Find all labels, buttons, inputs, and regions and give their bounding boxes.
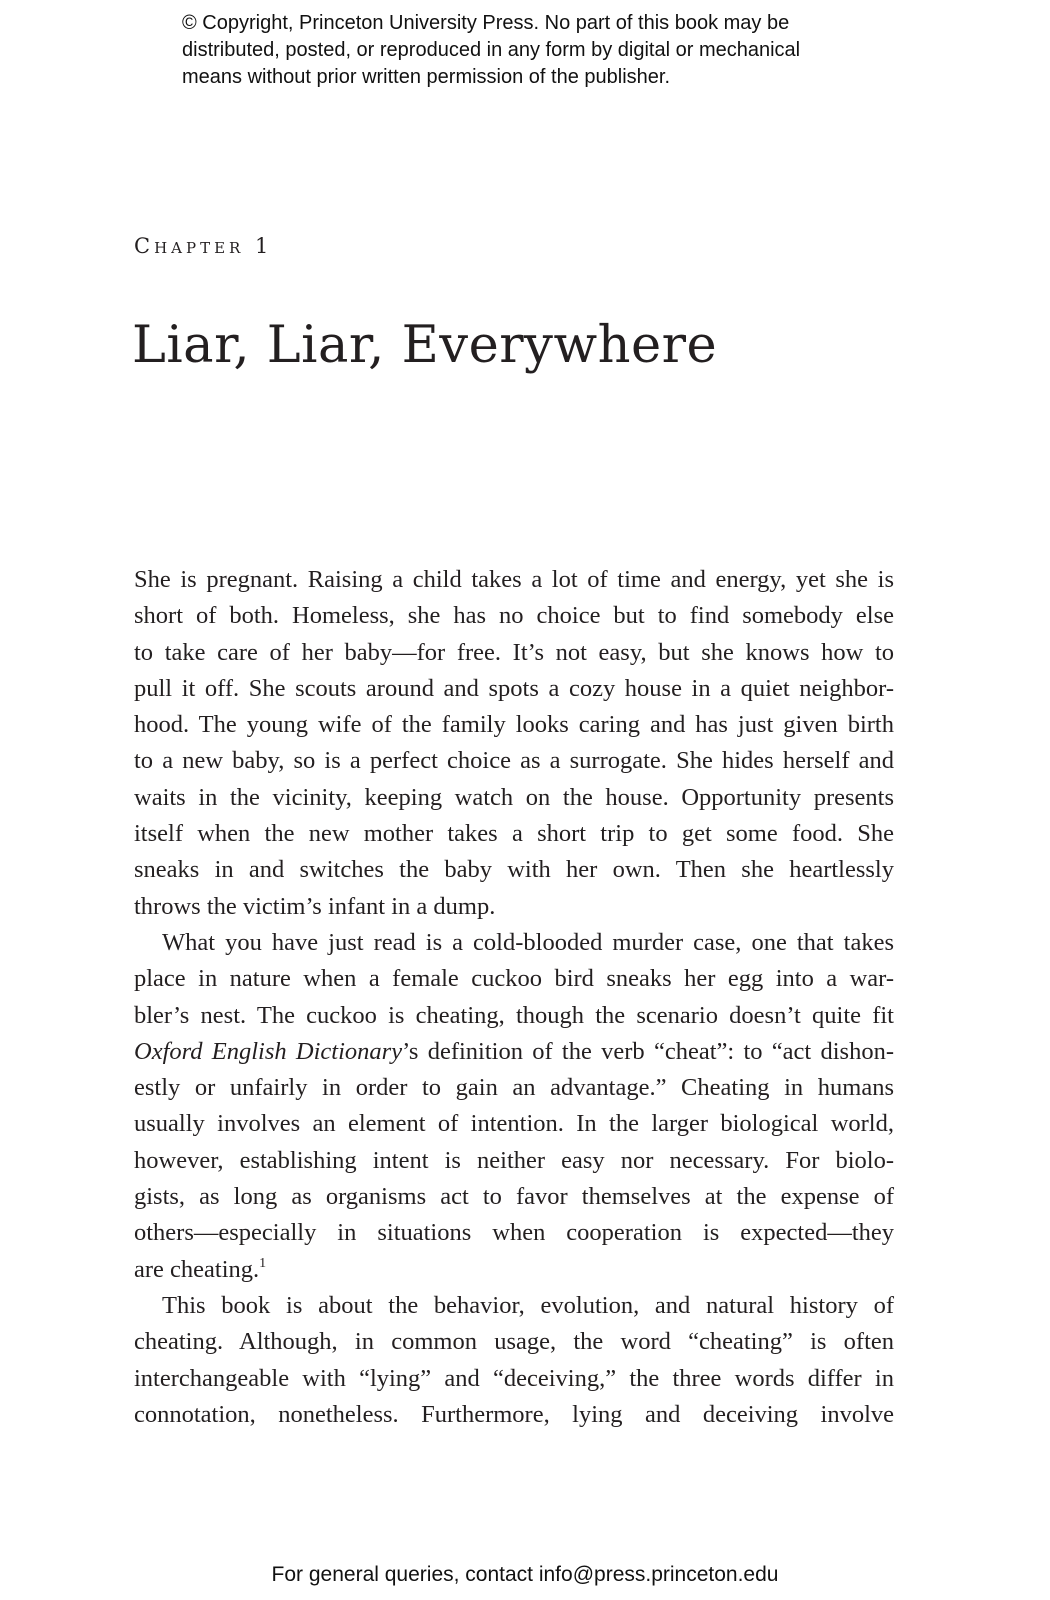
text-line — [134, 1034, 894, 1070]
footer-contact: For general queries, contact info@press.princeton.edu — [271, 1563, 779, 1586]
text-line: itself when the new mother takes a short trip to get some food. She — [134, 820, 894, 848]
text-line — [134, 1252, 894, 1288]
book-title-italic: Oxford English Dictionary — [134, 1037, 403, 1065]
text-line: however, establishing intent is neither easy nor necessary. For biolo- — [134, 1146, 894, 1174]
text-line: estly or unfairly in order to gain an advantage.” Cheating in humans — [134, 1074, 894, 1102]
text-line: others—especially in situations when cooperation is expected—they — [134, 1219, 894, 1247]
copyright-notice — [182, 10, 902, 91]
text-line: hood. The young wife of the family looks caring and has just given birth — [134, 711, 894, 739]
paragraph-2 — [134, 925, 894, 1288]
text-line: place in nature when a female cuckoo bird sneaks her egg into a war- — [134, 965, 894, 993]
text-line: to take care of her baby—for free. It’s not easy, but she knows how to — [134, 638, 894, 666]
paragraph-3 — [134, 1288, 894, 1433]
text-line: bler’s nest. The cuckoo is cheating, though the scenario doesn’t quite fit — [134, 1001, 894, 1029]
text-line: short of both. Homeless, she has no choice but to find somebody else — [134, 602, 894, 630]
text-line: interchangeable with “lying” and “deceiving,” the three words differ in — [134, 1364, 894, 1392]
text-line: pull it off. She scouts around and spots a cozy house in a quiet neighbor- — [134, 674, 894, 702]
text-fragment: are cheating. — [134, 1255, 260, 1283]
chapter-body — [134, 562, 894, 1433]
chapter-title: Liar, Liar, Everywhere — [132, 316, 718, 375]
text-line: She is pregnant. Raising a child takes a lot of time and energy, yet she is — [134, 566, 894, 593]
text-line: What you have just read is a cold-blooded murder case, one that takes — [162, 928, 894, 956]
text-line: connotation, nonetheless. Furthermore, lying and deceiving involve — [134, 1400, 894, 1428]
chapter-label: Chapter 1 — [134, 234, 273, 258]
copyright-line: © Copyright, Princeton University Press. No part of this book may be — [182, 12, 790, 34]
text-fragment: ’s definition of the verb “cheat”: to “act dishon- — [402, 1037, 894, 1065]
paragraph-1 — [134, 562, 894, 925]
copyright-line: distributed, posted, or reproduced in any form by digital or mechanical — [182, 39, 801, 61]
text-line: cheating. Although, in common usage, the word “cheating” is often — [134, 1328, 894, 1356]
text-line: to a new baby, so is a perfect choice as a surrogate. She hides herself and — [134, 747, 894, 775]
text-line: This book is about the behavior, evolution, and natural history of — [162, 1291, 894, 1319]
text-line: waits in the vicinity, keeping watch on the house. Opportunity presents — [134, 783, 894, 811]
text-line: throws the victim’s infant in a dump. — [134, 892, 496, 920]
copyright-line: means without prior written permission of the publisher. — [182, 66, 671, 88]
text-line: usually involves an element of intention. In the larger biological world, — [134, 1110, 894, 1138]
footnote-marker[interactable]: 1 — [259, 1255, 267, 1271]
text-line: sneaks in and switches the baby with her own. Then she heartlessly — [134, 856, 894, 884]
text-line: gists, as long as organisms act to favor themselves at the expense of — [134, 1183, 894, 1211]
